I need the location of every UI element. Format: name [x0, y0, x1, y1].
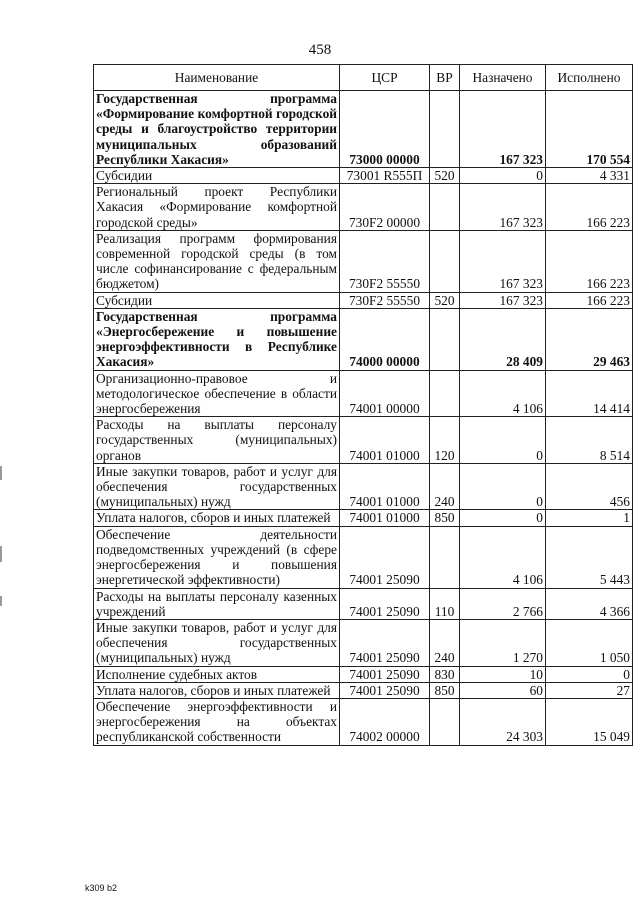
cell-planned: 0	[460, 168, 546, 184]
table-row	[94, 588, 633, 619]
cell-planned: 28 409	[460, 308, 546, 370]
cell-csr: 74000 00000	[340, 308, 430, 370]
cell-name: Реализация программ формирования современной городской среды (в том числе софинансирование с федеральным бюджетом)	[94, 230, 340, 292]
table-row	[94, 230, 633, 292]
table-row	[94, 666, 633, 682]
cell-name: Обеспечение энергоэффективности и энергосбережения на объектах республиканской собственности	[94, 698, 340, 745]
table-body	[94, 91, 633, 746]
scan-mark	[0, 546, 2, 562]
cell-csr: 74001 00000	[340, 370, 430, 417]
table-row	[94, 308, 633, 370]
table-row	[94, 91, 633, 168]
cell-vr	[430, 91, 460, 168]
cell-executed: 5 443	[546, 526, 633, 588]
header-name: Наименование	[94, 65, 340, 91]
cell-csr: 74001 01000	[340, 463, 430, 510]
table-row	[94, 184, 633, 231]
table-row	[94, 619, 633, 666]
cell-name: Государственная программа «Энергосбережение и повышение энергоэффективности в Республике Хакасия»	[94, 308, 340, 370]
cell-planned: 0	[460, 463, 546, 510]
cell-planned: 0	[460, 417, 546, 464]
cell-vr: 120	[430, 417, 460, 464]
table-row	[94, 510, 633, 526]
cell-planned: 24 303	[460, 698, 546, 745]
cell-executed: 0	[546, 666, 633, 682]
cell-vr	[430, 308, 460, 370]
cell-name: Исполнение судебных актов	[94, 666, 340, 682]
cell-vr	[430, 526, 460, 588]
cell-planned: 167 323	[460, 292, 546, 308]
cell-csr: 74001 25090	[340, 666, 430, 682]
cell-csr: 74001 25090	[340, 619, 430, 666]
cell-vr: 830	[430, 666, 460, 682]
header-vr: ВР	[430, 65, 460, 91]
cell-executed: 1	[546, 510, 633, 526]
cell-executed: 456	[546, 463, 633, 510]
cell-csr: 74002 00000	[340, 698, 430, 745]
cell-vr	[430, 184, 460, 231]
cell-executed: 15 049	[546, 698, 633, 745]
table-row	[94, 417, 633, 464]
budget-table	[93, 64, 633, 746]
cell-vr	[430, 230, 460, 292]
cell-executed: 1 050	[546, 619, 633, 666]
cell-name: Субсидии	[94, 168, 340, 184]
table-row	[94, 682, 633, 698]
footer-code: k309 b2	[85, 883, 118, 893]
cell-executed: 14 414	[546, 370, 633, 417]
scan-mark	[0, 466, 2, 480]
cell-executed: 29 463	[546, 308, 633, 370]
cell-executed: 170 554	[546, 91, 633, 168]
cell-csr: 74001 25090	[340, 526, 430, 588]
cell-vr: 110	[430, 588, 460, 619]
cell-csr: 74001 01000	[340, 417, 430, 464]
cell-name: Обеспечение деятельности подведомственных учреждений (в сфере энергосбережения и повышения энергетической эффективности)	[94, 526, 340, 588]
header-planned: Назначено	[460, 65, 546, 91]
cell-csr: 730F2 00000	[340, 184, 430, 231]
cell-name: Иные закупки товаров, работ и услуг для обеспечения государственных (муниципальных) нужд	[94, 619, 340, 666]
cell-planned: 4 106	[460, 526, 546, 588]
cell-planned: 60	[460, 682, 546, 698]
table-row	[94, 463, 633, 510]
cell-csr: 74001 25090	[340, 588, 430, 619]
table-row	[94, 370, 633, 417]
cell-planned: 2 766	[460, 588, 546, 619]
cell-executed: 4 331	[546, 168, 633, 184]
cell-executed: 4 366	[546, 588, 633, 619]
cell-name: Расходы на выплаты персоналу казенных учреждений	[94, 588, 340, 619]
table-row	[94, 526, 633, 588]
cell-csr: 74001 01000	[340, 510, 430, 526]
cell-name: Государственная программа «Формирование комфортной городской среды и благоустройство территории муниципальных образований Республики Хакасия»	[94, 91, 340, 168]
cell-executed: 27	[546, 682, 633, 698]
cell-name: Расходы на выплаты персоналу государственных (муниципальных) органов	[94, 417, 340, 464]
cell-vr: 240	[430, 619, 460, 666]
table-header-row	[94, 65, 633, 91]
header-executed: Исполнено	[546, 65, 633, 91]
page-number: 458	[308, 42, 332, 58]
cell-csr: 74001 25090	[340, 682, 430, 698]
cell-name: Уплата налогов, сборов и иных платежей	[94, 510, 340, 526]
cell-csr: 73001 R555П	[340, 168, 430, 184]
header-csr: ЦСР	[340, 65, 430, 91]
cell-executed: 8 514	[546, 417, 633, 464]
cell-name: Субсидии	[94, 292, 340, 308]
cell-name: Региональный проект Республики Хакасия «Формирование комфортной городской среды»	[94, 184, 340, 231]
cell-csr: 73000 00000	[340, 91, 430, 168]
cell-name: Уплата налогов, сборов и иных платежей	[94, 682, 340, 698]
scan-mark	[0, 596, 2, 606]
cell-executed: 166 223	[546, 292, 633, 308]
cell-vr	[430, 698, 460, 745]
cell-executed: 166 223	[546, 184, 633, 231]
cell-name: Иные закупки товаров, работ и услуг для обеспечения государственных (муниципальных) нужд	[94, 463, 340, 510]
cell-csr: 730F2 55550	[340, 292, 430, 308]
table-row	[94, 698, 633, 745]
cell-planned: 0	[460, 510, 546, 526]
cell-name: Организационно-правовое и методологическое обеспечение в области энергосбережения	[94, 370, 340, 417]
cell-vr: 850	[430, 682, 460, 698]
table-row	[94, 168, 633, 184]
cell-planned: 167 323	[460, 184, 546, 231]
cell-planned: 4 106	[460, 370, 546, 417]
cell-vr: 240	[430, 463, 460, 510]
cell-planned: 10	[460, 666, 546, 682]
cell-vr	[430, 370, 460, 417]
cell-executed: 166 223	[546, 230, 633, 292]
cell-vr: 520	[430, 168, 460, 184]
cell-vr: 520	[430, 292, 460, 308]
cell-planned: 167 323	[460, 230, 546, 292]
table-row	[94, 292, 633, 308]
cell-vr: 850	[430, 510, 460, 526]
cell-csr: 730F2 55550	[340, 230, 430, 292]
cell-planned: 1 270	[460, 619, 546, 666]
cell-planned: 167 323	[460, 91, 546, 168]
